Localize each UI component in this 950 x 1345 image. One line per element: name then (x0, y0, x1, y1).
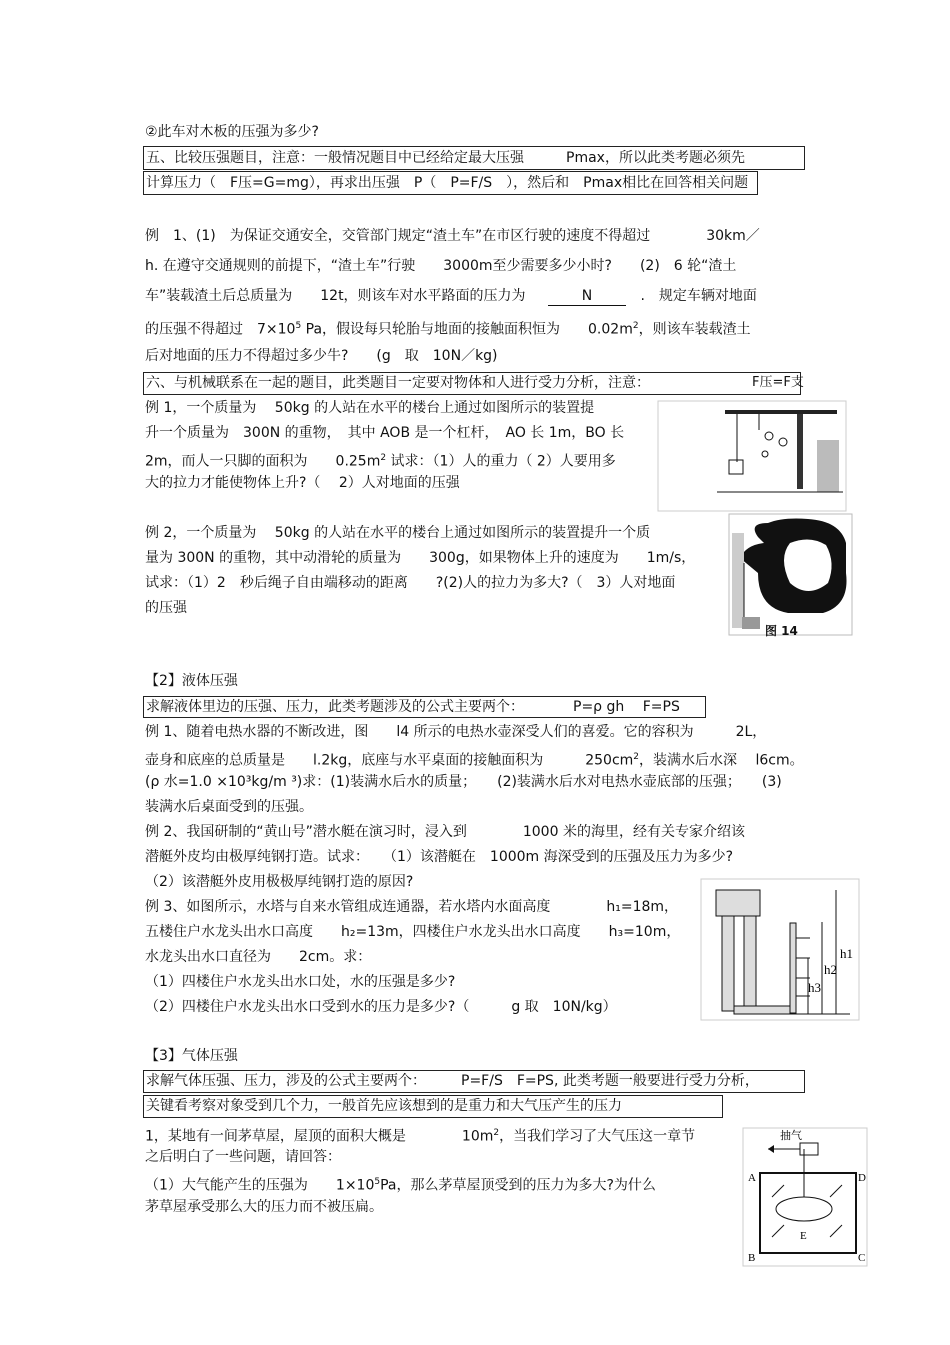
lever-ex-line-1: 例 1，一个质量为 50kg 的人站在水平的楼台上通过如图所示的装置提 (145, 400, 595, 416)
liquid-ex1-line-3: (ρ 水=1.0 ×10³kg/m ³)求：(1)装满水后水的质量； (2)装满水后水对电热水壶底部的压强； (3) (145, 774, 782, 790)
ex1-line-4b: Pa，假设每只轮胎与地面的接触面积恒为 0.02m (301, 321, 633, 338)
ex1-line-3a: 车”装载渣土后总质量为 12t，则该车对水平路面的压力为 (145, 288, 526, 304)
ex1-line-3c: . 规定车辆对地面 (640, 288, 757, 304)
liquid-title: 【2】液体压强 (145, 673, 238, 689)
liquid-ex2-line-1: 例 2、我国研制的“黄山号”潜水艇在演习时，浸入到 1000 米的海里，经有关专家介绍该 (145, 824, 745, 840)
sec5-line-1: 五、比较压强题目，注意：一般情况题目中已经给定最大压强 Pmax，所以此类考题必须先 (146, 150, 745, 166)
question-line: ②此车对木板的压强为多少? (145, 124, 319, 140)
h1-label: h1 (840, 946, 853, 961)
gas-ex1-line-3a: （1）大气能产生的压强为 1×10 (145, 1177, 375, 1194)
lever-ex-line-4: 大的拉力才能使物体上升?（ 2）人对地面的压强 (145, 475, 460, 491)
sec5-line-2: 计算压力（ F压=G=mg），再求出压强 P（ P=F/S ），然后和 Pmax相比在回答相关问题 (146, 175, 749, 191)
h3-label: h3 (808, 980, 821, 995)
kettle-caption: 图 14 (765, 624, 798, 638)
liquid-box-text: 求解液体里边的压强、压力，此类考题涉及的公式主要两个： P=ρ gh F=PS (146, 699, 680, 715)
corner-c-label: C (858, 1252, 866, 1264)
water-tower-figure (700, 878, 860, 1021)
pulley-ex-line-4: 的压强 (145, 600, 187, 616)
pulley-ex-line-2: 量为 300N 的重物，其中动滑轮的质量为 300g，如果物体上升的速度为 1m/s， (145, 550, 696, 566)
pulley-ex-line-1: 例 2，一个质量为 50kg 的人站在水平的楼台上通过如图所示的装置提升一个质 (145, 525, 651, 541)
center-e-label: E (800, 1230, 807, 1242)
corner-b-label: B (748, 1252, 756, 1264)
gas-ex1-line-1 (145, 1124, 695, 1146)
gas-ex1-line-2: 之后明白了一些问题，请回答： (145, 1149, 341, 1165)
ex1-line-3 (145, 287, 757, 306)
gas-title: 【3】气体压强 (145, 1048, 238, 1064)
corner-a-label: A (748, 1172, 756, 1184)
gas-ex1-line-3 (145, 1173, 656, 1195)
gas-ex1-line-3b: Pa，那么茅草屋顶受到的压力为多大?为什么 (380, 1177, 656, 1194)
gas-ex1-line-1a: 1，某地有一间茅草屋，屋顶的面积大概是 10m (145, 1128, 494, 1145)
liquid-ex3-line-5: （2）四楼住户水龙头出水口受到水的压力是多少?（ g 取 10N/kg） (145, 999, 617, 1015)
lever-ex-line-3a: 2m，而人一只脚的面积为 0.25m (145, 453, 381, 470)
liquid-ex3-line-2: 五楼住户水龙头出水口高度 h₂=13m，四楼住户水龙头出水口高度 h₃=10m， (145, 924, 681, 940)
lever-ex-line-3 (145, 449, 616, 471)
gas-box-1-text: 求解气体压强、压力，涉及的公式主要两个： P=F/S F=PS, 此类考题一般要进行受力分析， (146, 1073, 759, 1089)
exponent: 5 (295, 321, 302, 331)
ex1-line-2: h. 在遵守交通规则的前提下，“渣土车”行驶 3000m至少需要多少小时? (2) 6 轮“渣土 (145, 258, 737, 274)
lever-figure (657, 400, 847, 512)
kettle-figure (728, 513, 853, 636)
pulley-ex-line-3: 试求：（1）2 秒后绳子自由端移动的距离 ?(2)人的拉力为多大?（ 3）人对地面 (145, 575, 676, 591)
exponent: 2 (633, 752, 640, 762)
gas-ex1-line-1b: ，当我们学习了大气压这一章节 (499, 1128, 696, 1145)
liquid-ex1-line-4: 装满水后桌面受到的压强。 (145, 799, 313, 815)
ex1-line-4 (145, 317, 751, 339)
liquid-ex1-line-2 (145, 748, 804, 770)
corner-d-label: D (858, 1172, 866, 1184)
sec6-tail: F压=F支 (752, 375, 804, 390)
liquid-ex2-line-2: 潜艇外皮均由极厚纯钢打造。试求： （1）该潜艇在 1000m 海深受到的压强及压力为多少? (145, 849, 734, 865)
answer-blank: N (548, 287, 626, 306)
liquid-ex3-line-4: （1）四楼住户水龙头出水口处，水的压强是多少? (145, 974, 456, 990)
ex1-line-4c: ，则该车装载渣土 (638, 321, 751, 338)
ex1-line-4a: 的压强不得超过 7×10 (145, 321, 296, 338)
liquid-ex3-line-3: 水龙头出水口直径为 2cm。求： (145, 949, 372, 965)
liquid-ex1-line-1: 例 1、随着电热水器的不断改进，图 l4 所示的电热水壶深受人们的喜爱。它的容积为 2L， (145, 724, 767, 740)
lever-ex-line-3b: 试求：（1）人的重力（ 2）人要用多 (386, 453, 616, 470)
sec6-line: 六、与机械联系在一起的题目，此类题目一定要对物体和人进行受力分析，注意： (146, 375, 650, 391)
vacuum-figure (742, 1127, 868, 1267)
exponent: 2 (632, 321, 639, 331)
exponent: 5 (374, 1177, 381, 1187)
liquid-ex1-line-2a: 壶身和底座的总质量是 l.2kg，底座与水平桌面的接触面积为 250cm (145, 752, 634, 769)
lever-ex-line-2: 升一个质量为 300N 的重物， 其中 AOB 是一个杠杆， AO 长 1m，BO 长 (145, 425, 625, 441)
h2-label: h2 (824, 962, 837, 977)
ex1-line-5: 后对地面的压力不得超过多少牛? (g 取 10N／kg) (145, 348, 498, 364)
liquid-ex3-line-1: 例 3、如图所示，水塔与自来水管组成连通器，若水塔内水面高度 h₁=18m， (145, 899, 679, 915)
pump-label: 抽气 (780, 1129, 802, 1142)
liquid-ex1-line-2b: ，装满水后水深 l6cm。 (639, 752, 804, 769)
gas-box-2-text: 关键看考察对象受到几个力，一般首先应该想到的是重力和大气压产生的压力 (146, 1098, 622, 1114)
liquid-ex2-line-3: （2）该潜艇外皮用极极厚纯钢打造的原因? (145, 874, 414, 890)
exponent: 2 (493, 1128, 500, 1138)
gas-ex1-line-4: 茅草屋承受那么大的压力而不被压扁。 (145, 1199, 383, 1215)
ex1-line-1: 例 1、(1) 为保证交通安全，交管部门规定“渣土车”在市区行驶的速度不得超过 30km／ (145, 228, 760, 244)
exponent: 2 (380, 453, 387, 463)
